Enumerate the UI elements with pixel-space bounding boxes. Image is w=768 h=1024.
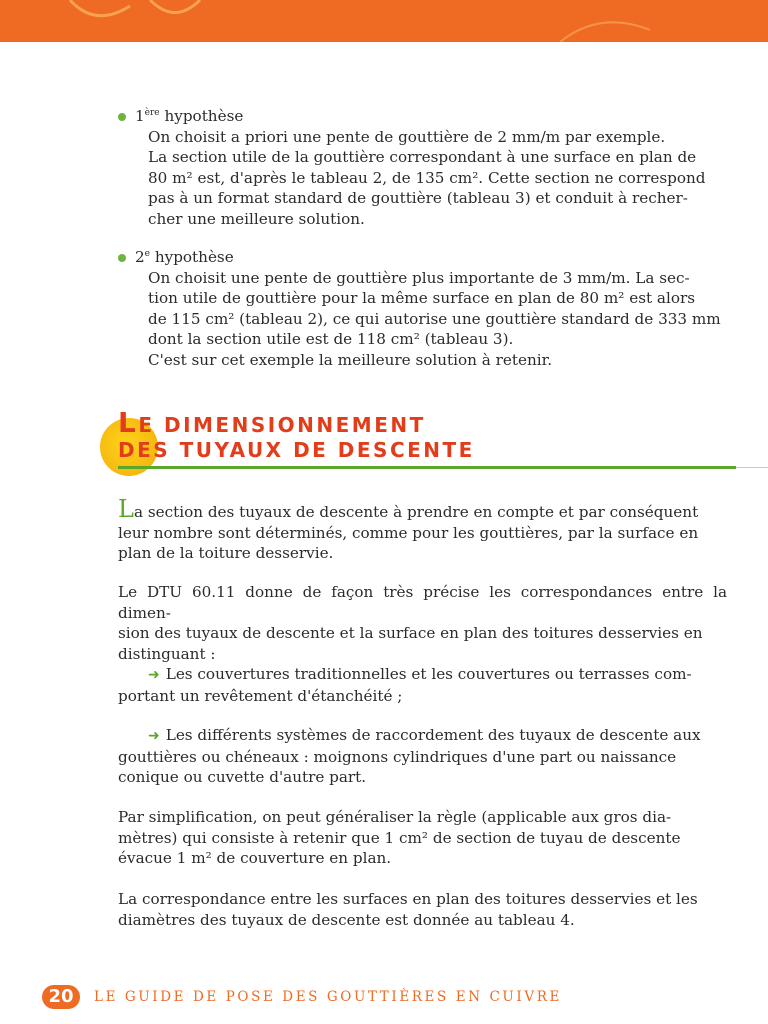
- paragraph-correspondance: La correspondance entre les surfaces en plan des toitures desservies et les diamètres des tuyaux de descente est donnée au tableau 4.: [118, 890, 698, 929]
- arrow-list-item-2: ➜ Les différents systèmes de raccordement des tuyaux de descente aux gouttières ou chéneaux : moignons cylindriques d'une part ou naissance conique ou cuvette d'autre part.: [118, 726, 701, 786]
- section-rule: [118, 466, 736, 469]
- page-footer: [42, 985, 562, 1009]
- arrow-list-item-1: ➜ Les couvertures traditionnelles et les couvertures ou terrasses com- portant un revêtement d'étanchéité ;: [118, 665, 692, 705]
- hypothesis-2: [118, 247, 730, 370]
- hypothesis-2-label: 2e hypothèse: [135, 248, 234, 266]
- arrow-right-icon: ➜: [148, 667, 160, 683]
- hypothesis-1-label: 1ère hypothèse: [135, 107, 244, 125]
- hypothesis-1: [118, 106, 730, 229]
- section-heading: [112, 404, 768, 474]
- page-number: 20: [42, 985, 80, 1009]
- paragraph-intro: La section des tuyaux de descente à prendre en compte et par conséquent leur nombre sont déterminés, comme pour les gouttières, par la surface en plan de la toiture desservie.: [118, 495, 699, 562]
- hypothesis-1-text: On choisit a priori une pente de gouttière de 2 mm/m par exemple. La section utile de la gouttière correspondant à une surface en plan de 80 m² est, d'après le tableau 2, de 135 cm². Cette section ne correspond pas à un format standard de gouttière (tableau 3) et conduit à recher- cher une meilleure solution.: [148, 127, 706, 228]
- section-rule-tail: [736, 467, 768, 468]
- paragraph-dtu: Le DTU 60.11 donne de façon très précise les correspondances entre la dimen- sion des tuyaux de descente et la surface en plan des toitures desservies en distinguant :: [118, 583, 727, 663]
- banner-swirl-decoration: [0, 0, 768, 42]
- section-title-line-1: LE DIMENSIONNEMENT: [118, 406, 426, 439]
- top-banner: [0, 0, 768, 42]
- drop-cap: L: [118, 495, 134, 523]
- arrow-right-icon: ➜: [148, 728, 160, 744]
- hypothesis-2-text: On choisit une pente de gouttière plus importante de 3 mm/m. La sec- tion utile de gouttière pour la même surface en plan de 80 m² est alors de 115 cm² (tableau 2), ce qui autorise une gouttière standard de 333 mm dont la section utile est de 118 cm² (tableau 3). C'est sur cet exemple la meilleure solution à retenir.: [148, 268, 721, 369]
- section-title-line-2: DES TUYAUX DE DESCENTE: [118, 438, 475, 462]
- paragraph-simplification: Par simplification, on peut généraliser la règle (applicable aux gros dia- mètres) qui consiste à retenir que 1 cm² de section de tuyau de descente évacue 1 m² de couverture en plan.: [118, 808, 681, 867]
- bullet-dot-icon: [118, 113, 126, 121]
- bullet-dot-icon: [118, 254, 126, 262]
- footer-title: LE GUIDE DE POSE DES GOUTTIÈRES EN CUIVRE: [94, 989, 562, 1005]
